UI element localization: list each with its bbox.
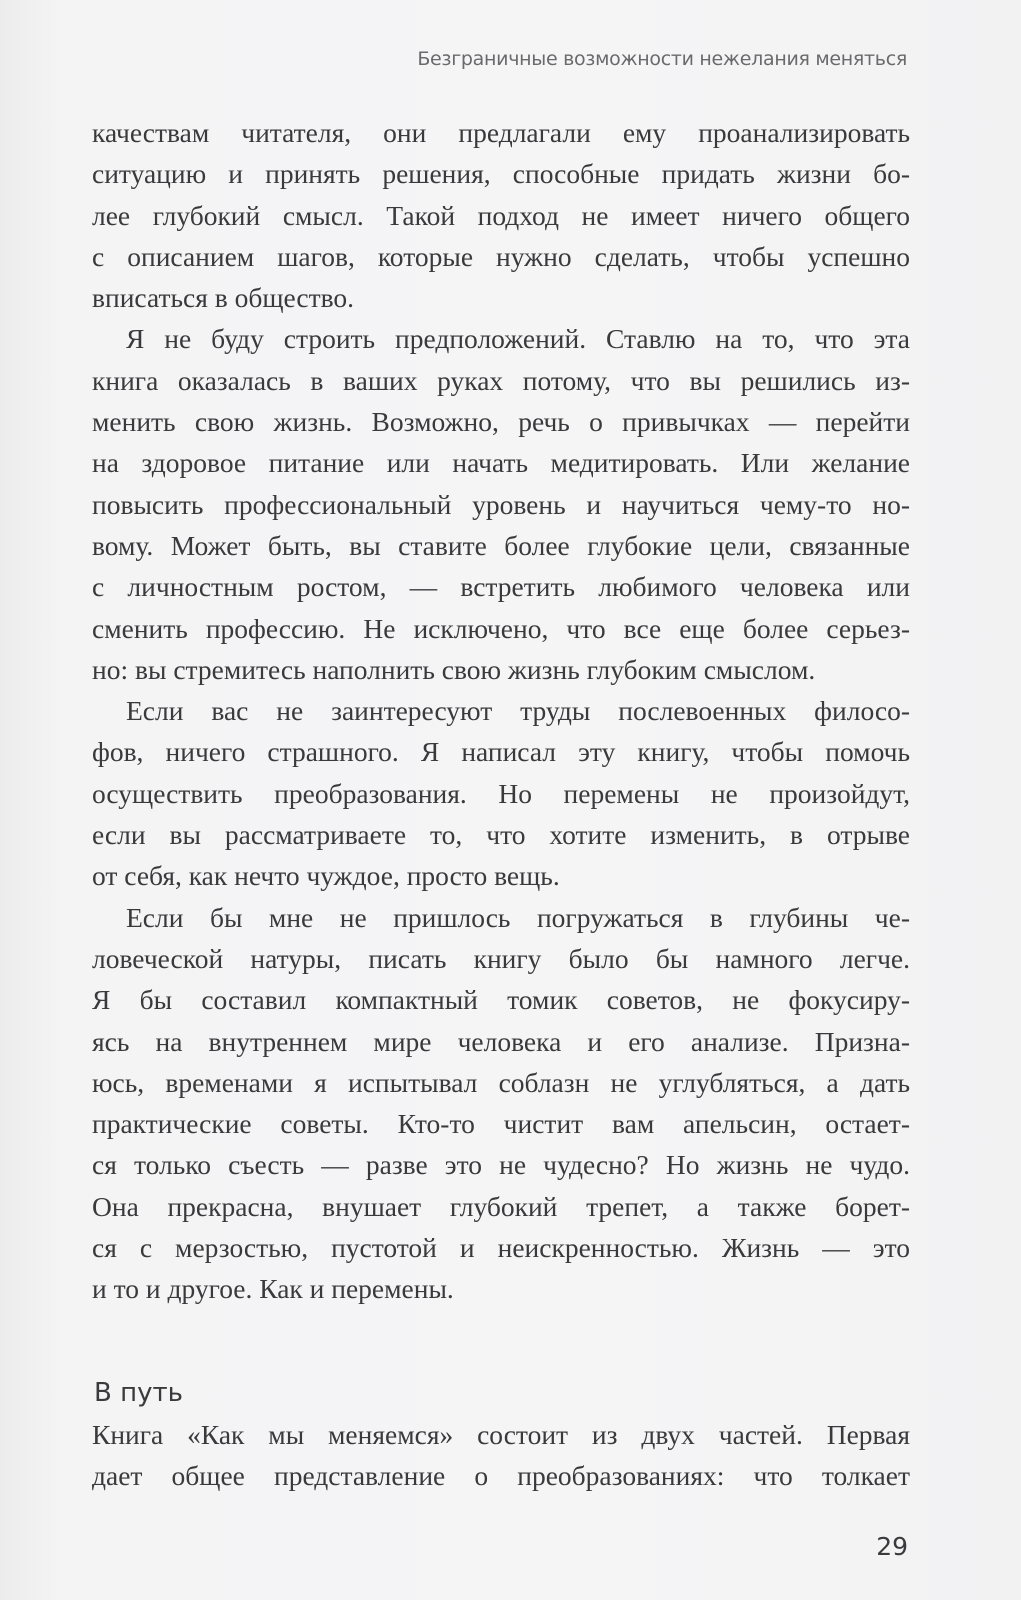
text-line: Я бы составил компактный томик советов, не фокусиру- [92,984,910,1016]
text-line: лее глубокий смысл. Такой подход не имеет ничего общего [92,199,910,231]
text-line: вому. Может быть, вы ставите более глубокие цели, связанные [92,529,910,561]
text-line: ситуацию и принять решения, способные придать жизни бо- [92,158,910,190]
text-line: менить свою жизнь. Возможно, речь о привычках — перейти [92,406,910,438]
text-line: Книга «Как мы меняемся» состоит из двух частей. Первая [92,1419,910,1450]
text-line: и то и другое. Как и перемены. [92,1273,454,1305]
text-line: если вы рассматриваете то, что хотите изменить, в отрыве [92,819,910,851]
text-line: но: вы стремитесь наполнить свою жизнь глубоким смыслом. [92,653,816,685]
text-line: Она прекрасна, внушает глубокий трепет, а также борет- [92,1190,910,1222]
text-line: ся только съесть — разве это не чудесно? Но жизнь не чудо. [92,1149,910,1181]
running-head: Безграничные возможности нежелания меняться [417,48,907,70]
text-line: качествам читателя, они предлагали ему проанализировать [92,117,910,148]
text-line: ловеческой натуры, писать книгу было бы намного легче. [92,942,910,974]
text-line: фов, ничего страшного. Я написал эту книгу, чтобы помочь [92,736,910,768]
section-heading: В путь [94,1378,183,1408]
text-line: юсь, временами я испытывал соблазн не углубляться, а дать [92,1066,910,1098]
text-line: Если вас не заинтересуют труды послевоенных филосо- [126,695,910,727]
page-number: 29 [876,1532,908,1561]
text-line: практические советы. Кто-то чистит вам апельсин, остает- [92,1108,910,1140]
body-text [92,112,910,1310]
text-line: осуществить преобразования. Но перемены не произойдут, [92,777,910,809]
text-line: сменить профессию. Не исключено, что все еще более серьез- [92,612,910,644]
text-line: с личностным ростом, — встретить любимого человека или [92,571,910,603]
text-line: Я не буду строить предположений. Ставлю на то, что эта [126,323,910,355]
text-line: ся с мерзостью, пустотой и неискренностью. Жизнь — это [92,1232,910,1264]
text-line: ясь на внутреннем мире человека и его анализе. Призна- [92,1025,910,1057]
text-line: на здоровое питание или начать медитировать. Или желание [92,447,910,479]
section-text [92,1414,910,1497]
text-line: повысить профессиональный уровень и научиться чему-то но- [92,488,910,520]
text-line: от себя, как нечто чуждое, просто вещь. [92,860,560,892]
text-line: книга оказалась в ваших руках потому, что вы решились из- [92,364,910,396]
text-line: Если бы мне не пришлось погружаться в глубины че- [126,901,910,933]
text-line: дает общее представление о преобразованиях: что толкает [92,1460,910,1492]
text-line: вписаться в общество. [92,282,355,314]
text-line: с описанием шагов, которые нужно сделать, чтобы успешно [92,240,910,272]
